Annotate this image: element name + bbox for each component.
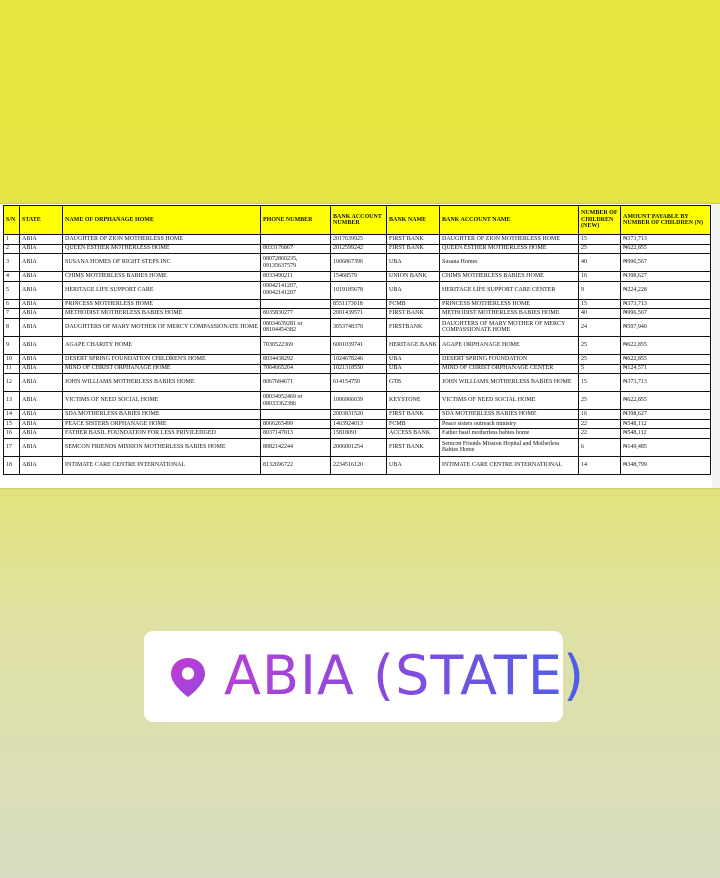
row-phone: 08034639281 or 08104454382 xyxy=(261,318,331,336)
row-children-count: 5 xyxy=(579,364,621,374)
row-amount-payable: ₦622,855 xyxy=(621,354,711,364)
row-state: ABIA xyxy=(20,374,63,392)
row-account-number: 2001439571 xyxy=(331,309,387,319)
row-phone: 8132696722 xyxy=(261,456,331,474)
row-orphanage-name: SDA MOTHERLESS BABIES HOME xyxy=(63,410,261,420)
row-phone xyxy=(261,410,331,420)
row-state: ABIA xyxy=(20,272,63,282)
row-orphanage-name: AGAPE CHARITY HOME xyxy=(63,336,261,354)
row-phone: 8037147013 xyxy=(261,429,331,439)
row-account-number: 1006966039 xyxy=(331,392,387,410)
table-row xyxy=(4,235,711,245)
row-account-name: HERITAGE LIFE SUPPORT CARE CENTER xyxy=(440,281,579,299)
row-bank-name: UBA xyxy=(387,281,440,299)
row-orphanage-name: DAUGHTERS OF MARY MOTHER OF MERCY COMPASSIONATE HOME xyxy=(63,318,261,336)
table-row xyxy=(4,254,711,272)
row-orphanage-name: PRINCESS MOTHERLESS HOME xyxy=(63,299,261,309)
row-phone xyxy=(261,235,331,245)
table-row xyxy=(4,272,711,282)
row-bank-name: UBA xyxy=(387,456,440,474)
location-sticker xyxy=(144,631,586,722)
row-phone: 8067684671 xyxy=(261,374,331,392)
header-account-name: BANK ACCOUNT NAME xyxy=(440,206,579,235)
row-state: ABIA xyxy=(20,299,63,309)
row-amount-payable: ₦597,940 xyxy=(621,318,711,336)
row-sn: 3 xyxy=(4,254,20,272)
row-sn: 14 xyxy=(4,410,20,420)
row-sn: 9 xyxy=(4,336,20,354)
row-state: ABIA xyxy=(20,364,63,374)
row-bank-name: UNION BANK xyxy=(387,272,440,282)
table-row xyxy=(4,438,711,456)
row-orphanage-name: VICTIMS OF NEED SOCIAL HOME xyxy=(63,392,261,410)
row-account-number: 1021318550 xyxy=(331,364,387,374)
header-account-number: BANK ACCOUNT NUMBER xyxy=(331,206,387,235)
row-amount-payable: ₦373,713 xyxy=(621,299,711,309)
row-sn: 6 xyxy=(4,299,20,309)
row-account-number: 15818091 xyxy=(331,429,387,439)
row-sn: 13 xyxy=(4,392,20,410)
row-orphanage-name: PEACE SISTERS ORPHANAGE HOME xyxy=(63,419,261,429)
row-state: ABIA xyxy=(20,438,63,456)
row-amount-payable: ₦398,627 xyxy=(621,410,711,420)
orphanage-table-sheet xyxy=(0,204,720,488)
row-amount-payable: ₦149,485 xyxy=(621,438,711,456)
row-account-name: QUEEN ESTHER MOTHERLESS HOME xyxy=(440,244,579,254)
row-sn: 10 xyxy=(4,354,20,364)
row-sn: 18 xyxy=(4,456,20,474)
header-amount-payable: AMOUNT PAYABLE BY NUMBER OF CHILDREN (N) xyxy=(621,206,711,235)
row-bank-name: GTB xyxy=(387,374,440,392)
row-account-name: VICTIMS OF NEED SOCIAL HOME xyxy=(440,392,579,410)
row-orphanage-name: METHODIST MOTHERLESS BABIES HOME xyxy=(63,309,261,319)
header-children-count: NUMBER OF CHILDREN (NEW) xyxy=(579,206,621,235)
row-account-number: 614154750 xyxy=(331,374,387,392)
row-bank-name: FCMB xyxy=(387,419,440,429)
table-header-row xyxy=(4,206,711,235)
row-account-number: 3053748370 xyxy=(331,318,387,336)
location-sticker-text: ABIA (STATE) xyxy=(224,641,585,711)
row-orphanage-name: INTIMATE CARE CENTRE INTERNATIONAL xyxy=(63,456,261,474)
row-sn: 2 xyxy=(4,244,20,254)
row-children-count: 24 xyxy=(579,318,621,336)
row-orphanage-name: CHIMS MOTHERLESS BABIES HOME xyxy=(63,272,261,282)
header-bank-name: BANK NAME xyxy=(387,206,440,235)
row-account-name: Semcon Friends Mission Hopital and Motherless Babies Home xyxy=(440,438,579,456)
row-phone: 7064665264 xyxy=(261,364,331,374)
row-account-name: DAUGHTER OF ZION MOTHERLESS HOME xyxy=(440,235,579,245)
row-orphanage-name: DESERT SPRING FOUNDATION CHILDREN'S HOME xyxy=(63,354,261,364)
row-sn: 16 xyxy=(4,429,20,439)
row-account-name: MIND OF CHRIST ORPHANAGE CENTER xyxy=(440,364,579,374)
row-amount-payable: ₦622,855 xyxy=(621,392,711,410)
row-amount-payable: ₦373,713 xyxy=(621,374,711,392)
row-phone: 08072860235, 09135637579 xyxy=(261,254,331,272)
row-children-count: 15 xyxy=(579,235,621,245)
table-row xyxy=(4,364,711,374)
row-orphanage-name: SEMCON FRIENDS MISSION MOTHERLESS BABIES HOME xyxy=(63,438,261,456)
row-children-count: 25 xyxy=(579,392,621,410)
sheet-edge xyxy=(712,204,720,488)
row-state: ABIA xyxy=(20,254,63,272)
row-account-name: SDA MOTHERLESS BABIES HOME xyxy=(440,410,579,420)
row-amount-payable: ₦398,627 xyxy=(621,272,711,282)
row-phone xyxy=(261,299,331,309)
row-account-number: 8551173018 xyxy=(331,299,387,309)
row-bank-name: UBA xyxy=(387,254,440,272)
row-orphanage-name: HERITAGE LIFE SUPPORT CARE xyxy=(63,281,261,299)
row-orphanage-name: JOHN WILLIAMS MOTHERLESS BABIES HOME xyxy=(63,374,261,392)
row-children-count: 25 xyxy=(579,354,621,364)
row-phone: 7030522369 xyxy=(261,336,331,354)
header-sn: S/N xyxy=(4,206,20,235)
row-sn: 4 xyxy=(4,272,20,282)
table-row xyxy=(4,318,711,336)
row-state: ABIA xyxy=(20,392,63,410)
row-account-number: 2003831520 xyxy=(331,410,387,420)
row-account-number: 2012599242 xyxy=(331,244,387,254)
header-state: STATE xyxy=(20,206,63,235)
orphanage-table xyxy=(3,205,711,475)
row-children-count: 14 xyxy=(579,456,621,474)
table-row xyxy=(4,392,711,410)
row-account-name: PRINCESS MOTHERLESS HOME xyxy=(440,299,579,309)
row-account-name: METHODIST MOTHERLESS BABIES HOME xyxy=(440,309,579,319)
row-account-number: 2006001254 xyxy=(331,438,387,456)
row-sn: 17 xyxy=(4,438,20,456)
row-account-name: CHIMS MOTHERLESS BABIES HOME xyxy=(440,272,579,282)
header-orphanage-name: NAME OF ORPHANAGE HOME xyxy=(63,206,261,235)
location-pin-icon xyxy=(168,656,208,698)
row-bank-name: KEYSTONE xyxy=(387,392,440,410)
row-state: ABIA xyxy=(20,354,63,364)
row-account-name: DESERT SPRING FOUNDATION xyxy=(440,354,579,364)
row-account-number: 6001039741 xyxy=(331,336,387,354)
row-state: ABIA xyxy=(20,419,63,429)
row-children-count: 25 xyxy=(579,244,621,254)
row-children-count: 22 xyxy=(579,429,621,439)
row-state: ABIA xyxy=(20,456,63,474)
table-row xyxy=(4,456,711,474)
row-orphanage-name: FATHER BASIL FOUNDATION FOR LESS PRIVILEDGED xyxy=(63,429,261,439)
row-bank-name: FIRST BANK xyxy=(387,309,440,319)
row-amount-payable: ₦224,228 xyxy=(621,281,711,299)
row-amount-payable: ₦124,571 xyxy=(621,364,711,374)
row-account-name: INTIMATE CARE CENTRE INTERNATIONAL xyxy=(440,456,579,474)
row-account-number: 1019185678 xyxy=(331,281,387,299)
row-children-count: 15 xyxy=(579,374,621,392)
row-state: ABIA xyxy=(20,318,63,336)
row-children-count: 15 xyxy=(579,299,621,309)
row-orphanage-name: QUEEN ESTHER MOTHERLESS HOME xyxy=(63,244,261,254)
row-account-name: DAUGHTERS OF MARY MOTHER OF MERCY COMPASSIONATE HOME xyxy=(440,318,579,336)
row-children-count: 16 xyxy=(579,272,621,282)
table-row xyxy=(4,354,711,364)
row-bank-name: FIRST BANK xyxy=(387,410,440,420)
row-account-number: 1463924013 xyxy=(331,419,387,429)
table-row xyxy=(4,281,711,299)
row-phone: 8082142244 xyxy=(261,438,331,456)
row-bank-name: FIRST BANK xyxy=(387,438,440,456)
table-row xyxy=(4,419,711,429)
row-bank-name: ACCESS BANK xyxy=(387,429,440,439)
row-orphanage-name: SUSANA HOMES OF RIGHT STEPS INC xyxy=(63,254,261,272)
row-children-count: 40 xyxy=(579,309,621,319)
row-children-count: 6 xyxy=(579,438,621,456)
row-bank-name: HERITAGE BANK xyxy=(387,336,440,354)
row-phone: 8034438292 xyxy=(261,354,331,364)
row-sn: 1 xyxy=(4,235,20,245)
table-row xyxy=(4,299,711,309)
row-phone: 08034952469 or 08033362386 xyxy=(261,392,331,410)
row-amount-payable: ₦996,567 xyxy=(621,309,711,319)
row-amount-payable: ₦996,567 xyxy=(621,254,711,272)
row-children-count: 22 xyxy=(579,419,621,429)
row-state: ABIA xyxy=(20,235,63,245)
table-row xyxy=(4,410,711,420)
row-account-name: Peace sisters outreach ministry xyxy=(440,419,579,429)
row-sn: 5 xyxy=(4,281,20,299)
row-account-name: Susana Homes xyxy=(440,254,579,272)
row-state: ABIA xyxy=(20,281,63,299)
row-state: ABIA xyxy=(20,244,63,254)
row-account-name: Father basil motherless babies home xyxy=(440,429,579,439)
row-state: ABIA xyxy=(20,429,63,439)
row-children-count: 40 xyxy=(579,254,621,272)
row-account-name: JOHN WILLIAMS MOTHERLESS BABIES HOME xyxy=(440,374,579,392)
row-amount-payable: ₦622,855 xyxy=(621,244,711,254)
header-phone: PHONE NUMBER xyxy=(261,206,331,235)
row-account-number: 2017639925 xyxy=(331,235,387,245)
row-bank-name: UBA xyxy=(387,354,440,364)
row-sn: 11 xyxy=(4,364,20,374)
row-amount-payable: ₦548,112 xyxy=(621,419,711,429)
row-amount-payable: ₦622,855 xyxy=(621,336,711,354)
row-phone: 09042141207, 09042141207 xyxy=(261,281,331,299)
row-orphanage-name: DAUGHTER OF ZION MOTHERLESS HOME xyxy=(63,235,261,245)
row-sn: 7 xyxy=(4,309,20,319)
row-account-number: 2234516120 xyxy=(331,456,387,474)
row-children-count: 16 xyxy=(579,410,621,420)
row-account-number: 15468579 xyxy=(331,272,387,282)
row-state: ABIA xyxy=(20,309,63,319)
table-row xyxy=(4,244,711,254)
row-orphanage-name: MIND OF CHRIST ORPHANAGE HOME xyxy=(63,364,261,374)
row-bank-name: UBA xyxy=(387,364,440,374)
row-account-number: 1006867396 xyxy=(331,254,387,272)
row-bank-name: FIRSTBANK xyxy=(387,318,440,336)
row-phone: 8035830277 xyxy=(261,309,331,319)
row-children-count: 25 xyxy=(579,336,621,354)
row-sn: 12 xyxy=(4,374,20,392)
row-sn: 8 xyxy=(4,318,20,336)
row-state: ABIA xyxy=(20,336,63,354)
table-row xyxy=(4,336,711,354)
row-phone: 8066265499 xyxy=(261,419,331,429)
row-phone: 8033176867 xyxy=(261,244,331,254)
row-phone: 8033490211 xyxy=(261,272,331,282)
row-children-count: 9 xyxy=(579,281,621,299)
row-sn: 15 xyxy=(4,419,20,429)
row-account-name: AGAPE ORPHANAGE HOME xyxy=(440,336,579,354)
row-bank-name: FIRST BANK xyxy=(387,235,440,245)
table-body xyxy=(4,235,711,475)
row-bank-name: FCMB xyxy=(387,299,440,309)
row-account-number: 1024678246 xyxy=(331,354,387,364)
row-state: ABIA xyxy=(20,410,63,420)
row-bank-name: FIRST BANK xyxy=(387,244,440,254)
table-row xyxy=(4,374,711,392)
table-row xyxy=(4,429,711,439)
table-row xyxy=(4,309,711,319)
row-amount-payable: ₦548,112 xyxy=(621,429,711,439)
row-amount-payable: ₦373,713 xyxy=(621,235,711,245)
row-amount-payable: ₦348,799 xyxy=(621,456,711,474)
